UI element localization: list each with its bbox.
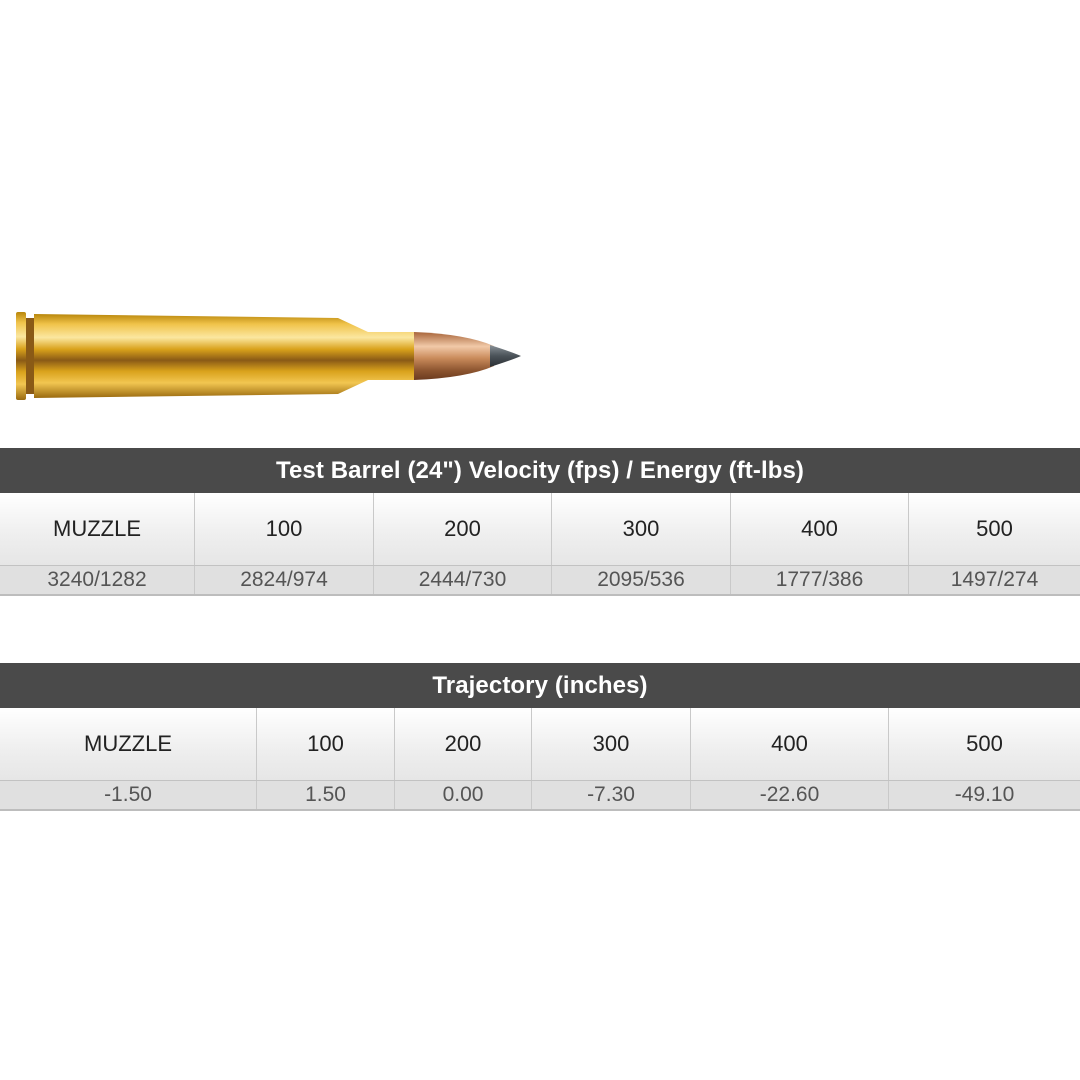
trajectory-value-row: [0, 780, 1080, 811]
velocity-energy-table: [0, 448, 1080, 596]
velocity-energy-title: Test Barrel (24") Velocity (fps) / Energy (ft-lbs): [0, 448, 1080, 493]
range-header-cell: MUZZLE: [0, 708, 257, 780]
range-header-cell: 200: [374, 493, 552, 565]
velocity-energy-value: 3240/1282: [0, 566, 195, 594]
range-header-cell: 100: [257, 708, 395, 780]
trajectory-value: -1.50: [0, 781, 257, 809]
range-header-row: [0, 493, 1080, 565]
range-header-cell: MUZZLE: [0, 493, 195, 565]
range-header-cell: 500: [889, 708, 1080, 780]
trajectory-value: 1.50: [257, 781, 395, 809]
trajectory-value: -22.60: [691, 781, 889, 809]
range-header-cell: 400: [731, 493, 909, 565]
velocity-energy-value: 1777/386: [731, 566, 909, 594]
velocity-energy-value-row: [0, 565, 1080, 596]
range-header-cell: 400: [691, 708, 889, 780]
velocity-energy-value: 1497/274: [909, 566, 1080, 594]
range-header-cell: 500: [909, 493, 1080, 565]
trajectory-value: 0.00: [395, 781, 532, 809]
velocity-energy-value: 2444/730: [374, 566, 552, 594]
range-header-cell: 300: [552, 493, 731, 565]
trajectory-value: -7.30: [532, 781, 691, 809]
trajectory-title: Trajectory (inches): [0, 663, 1080, 708]
range-header-cell: 100: [195, 493, 374, 565]
trajectory-value: -49.10: [889, 781, 1080, 809]
velocity-energy-value: 2824/974: [195, 566, 374, 594]
range-header-row: [0, 708, 1080, 780]
range-header-cell: 300: [532, 708, 691, 780]
velocity-energy-value: 2095/536: [552, 566, 731, 594]
rifle-cartridge-icon: [16, 308, 526, 404]
trajectory-table: [0, 663, 1080, 811]
range-header-cell: 200: [395, 708, 532, 780]
